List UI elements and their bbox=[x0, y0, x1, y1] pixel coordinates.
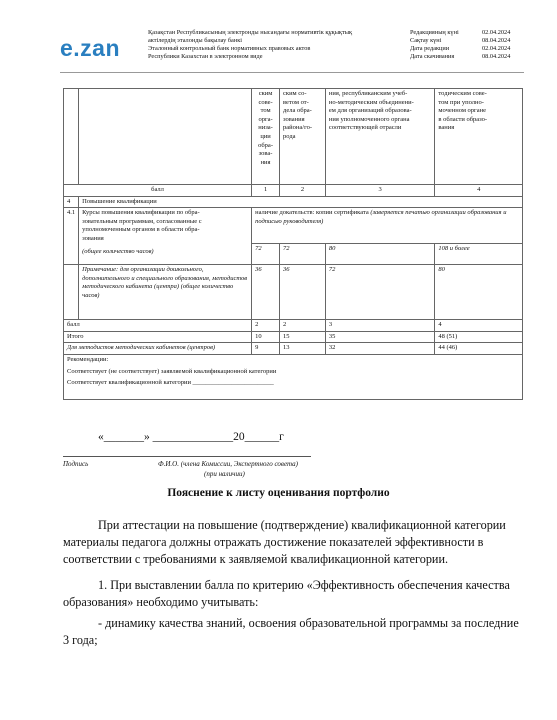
table-cell: 35 bbox=[325, 331, 435, 343]
signature-fio: Ф.И.О. (члена Комиссии, Экспертного совета) bbox=[158, 460, 298, 468]
table-cell: 72 bbox=[325, 265, 435, 320]
meta-key: Дата редакции bbox=[410, 45, 450, 53]
criterion-subtext: (общее количество часов) bbox=[82, 247, 154, 255]
table-row bbox=[64, 343, 523, 355]
meta-key: Дата скачивания bbox=[410, 53, 455, 61]
table-cell bbox=[79, 89, 252, 185]
ezan-logo: e.zan bbox=[60, 35, 121, 61]
paragraph: 1. При выставлении балла по критерию «Эффективность обеспечения качества образования» необходимо учитывать: bbox=[63, 577, 510, 609]
table-cell: 4.1 bbox=[64, 208, 79, 265]
table-cell: Итого bbox=[64, 331, 252, 343]
table-cell: 72 bbox=[280, 244, 326, 265]
table-cell: 108 и более bbox=[435, 244, 523, 265]
paragraph: - динамику качества знаний, освоения образовательной программы за последние 3 года; bbox=[63, 616, 519, 648]
meta-value: 08.04.2024 bbox=[482, 53, 511, 61]
table-cell: 4 bbox=[435, 185, 523, 197]
table-cell: Для методистов методических кабинетов (центров) bbox=[64, 343, 252, 355]
table-row bbox=[64, 208, 523, 244]
table-cell: 9 bbox=[252, 343, 280, 355]
table-cell: 13 bbox=[280, 343, 326, 355]
meta-row bbox=[410, 29, 510, 37]
table-cell: 15 bbox=[280, 331, 326, 343]
meta-value: 08.04.2024 bbox=[482, 37, 511, 45]
table-row bbox=[64, 185, 523, 197]
recommendation-line: Соответствует квалификационной категории _________________________ bbox=[67, 379, 274, 387]
table-row bbox=[64, 265, 523, 320]
table-cell: 44 (46) bbox=[435, 343, 523, 355]
meta-row bbox=[410, 45, 510, 53]
table-row bbox=[64, 89, 523, 185]
evidence-italic: (заверяется печатью организации образования и подписью руководителя) bbox=[255, 209, 507, 225]
header-title-kz-2: актілердің эталонды бақылау банкі bbox=[148, 37, 243, 44]
meta-key: Сақтау күні bbox=[410, 37, 442, 45]
table-row bbox=[64, 196, 523, 208]
meta-row bbox=[410, 37, 510, 45]
table-cell: 72 bbox=[252, 244, 280, 265]
signature-if-any: (при наличии) bbox=[204, 470, 245, 478]
table-row bbox=[64, 331, 523, 343]
section-title: Пояснение к листу оценивания портфолио bbox=[167, 487, 390, 499]
signature-label: Подпись bbox=[63, 460, 89, 468]
header-title-ru-1: Эталонный контрольный банк нормативных правовых актов bbox=[148, 45, 311, 52]
table-cell bbox=[64, 89, 79, 185]
table-cell: тодическим сове- том при уполно- моченном органе в области образо- вания bbox=[435, 89, 523, 185]
table-cell: Примечание: для организации дошкольного, дополнительного и специального образования, методистов методического кабинета (центра) (общее количество часов) bbox=[79, 265, 252, 320]
recommendation-line: Соответствует (не соответствует) заявляемой квалификационной категории bbox=[67, 367, 277, 375]
table-cell: 48 (51) bbox=[435, 331, 523, 343]
table-cell: 10 bbox=[252, 331, 280, 343]
table-cell: 2 bbox=[280, 185, 326, 197]
header-divider bbox=[60, 72, 524, 73]
paragraph: При аттестации на повышение (подтверждение) квалификационной категории материалы педагога должны отражать достижение показателей эффективности в соответствии с требованиями к заявляемой квалификационной категории. bbox=[63, 518, 506, 567]
table-cell: 4 bbox=[64, 196, 79, 208]
signature-underline bbox=[63, 456, 311, 457]
table-cell: 2 bbox=[252, 320, 280, 332]
header-title-kz-1: Қазақстан Республикасының электронды нысандағы нормативтік құқықтық bbox=[148, 29, 353, 36]
header-source-text bbox=[148, 29, 398, 61]
table-cell: 32 bbox=[325, 343, 435, 355]
date-line: «_______» ______________20______г bbox=[98, 431, 284, 443]
table-cell: 80 bbox=[325, 244, 435, 265]
table-cell bbox=[252, 208, 523, 244]
table-row bbox=[64, 320, 523, 332]
table-cell: ния, республиканским учеб- но-методическим объединени- ем для организаций образова- ния уполномоченного органа соответствующей отрасли bbox=[325, 89, 435, 185]
table-cell: 4 bbox=[435, 320, 523, 332]
table-cell: ским сове- том орга- низа- ции обра- зова- ния bbox=[252, 89, 280, 185]
header-dates bbox=[410, 29, 510, 61]
meta-key: Редакцияның күні bbox=[410, 29, 459, 36]
header-title-ru-2: Республики Казахстан в электронном виде bbox=[148, 53, 263, 60]
table-cell bbox=[79, 208, 252, 265]
assessment-table bbox=[63, 88, 523, 400]
table-cell bbox=[64, 354, 523, 399]
evidence-text: наличие докательств: копии сертификата bbox=[255, 209, 369, 217]
table-cell: 3 bbox=[325, 320, 435, 332]
meta-value: 02.04.2024 bbox=[482, 45, 511, 53]
meta-row bbox=[410, 53, 510, 61]
table-row bbox=[64, 354, 523, 399]
table-cell: Повышение квалификации bbox=[79, 196, 523, 208]
table-cell: 36 bbox=[252, 265, 280, 320]
table-cell: ским со- ветом от- дела обра- зования района/го- рода bbox=[280, 89, 326, 185]
table-cell: 80 bbox=[435, 265, 523, 320]
meta-value: 02.04.2024 bbox=[482, 29, 511, 36]
recommendations-title: Рекомендации: bbox=[67, 355, 109, 363]
table-cell: 1 bbox=[252, 185, 280, 197]
criterion-text: Курсы повышения квалификации по обра- зовательным программам, согласованные с уполномоченным органом в области обра- зования bbox=[82, 209, 202, 242]
table-cell: 3 bbox=[325, 185, 435, 197]
table-cell: 2 bbox=[280, 320, 326, 332]
table-cell: балл bbox=[64, 320, 252, 332]
table-cell bbox=[64, 265, 79, 320]
table-cell: балл bbox=[64, 185, 252, 197]
section-body bbox=[63, 517, 523, 649]
table-cell: 36 bbox=[280, 265, 326, 320]
